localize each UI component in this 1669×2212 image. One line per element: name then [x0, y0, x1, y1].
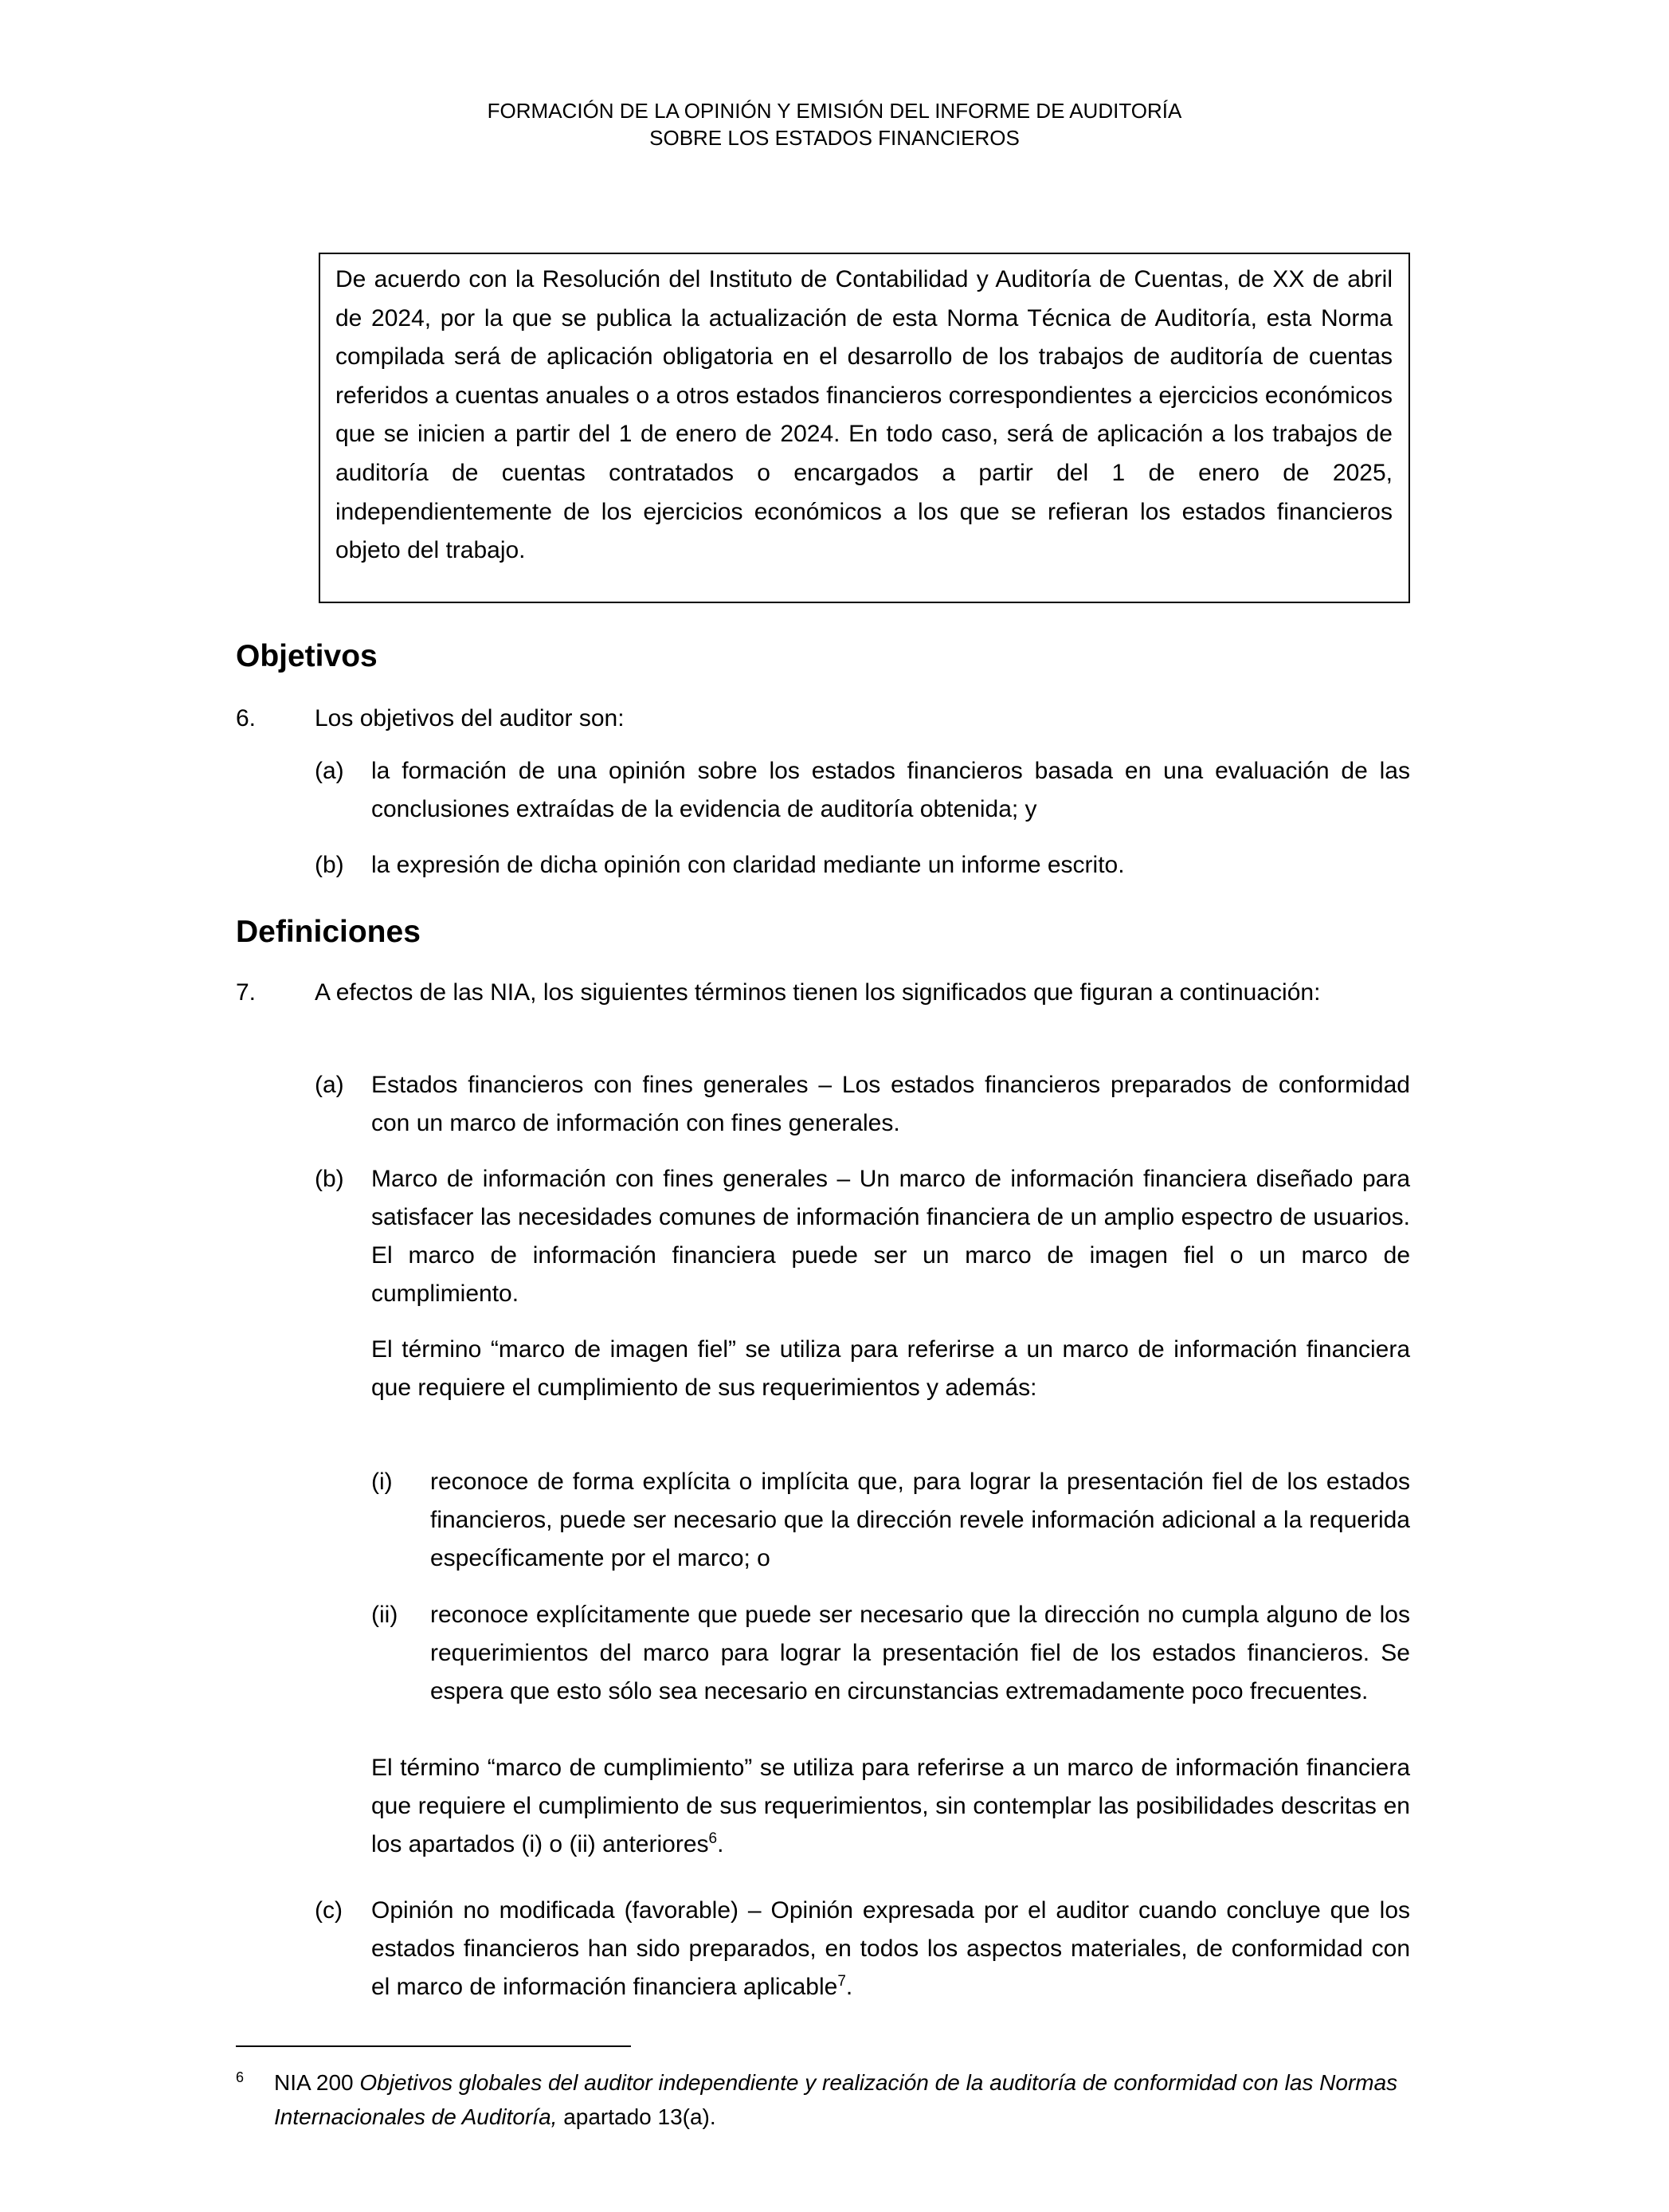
footnote-lead: NIA 200 — [274, 2070, 360, 2095]
subitem-text: reconoce de forma explícita o implícita que, para lograr la presentación fiel de los estados financieros, puede ser necesario que la dirección revele información adicional a la requerida específicamente por el marco; o — [430, 1469, 1410, 1571]
footnote-tail: apartado 13(a). — [557, 2104, 716, 2129]
section-heading-definiciones: Definiciones — [236, 915, 421, 949]
sentence-end: . — [717, 1831, 724, 1857]
definition-text: Estados financieros con fines generales – Los estados financieros preparados de conformidad con un marco de información con fines generales. — [371, 1072, 1410, 1136]
item-label: (c) — [315, 1897, 343, 1924]
item-label: (a) — [315, 758, 344, 784]
notice-text: De acuerdo con la Resolución del Instituto de Contabilidad y Auditoría de Cuentas, de XX de abril de 2024, por la que se publica la actualización de esta Norma Técnica de Auditoría, esta Norma compilada será de aplicación obligatoria en el desarrollo de los trabajos de auditoría de cuentas referidos a cuentas anuales o a otros estados financieros correspondientes a ejercicios económicos que se inicien a partir del 1 de enero de 2024. En todo caso, será de aplicación a los trabajos de auditoría de cuentas contratados o encargados a partir del 1 de enero de 2025, independientemente de los ejercicios económicos a los que se refieran los estados financieros objeto del trabajo. — [335, 266, 1393, 564]
header-line-1: FORMACIÓN DE LA OPINIÓN Y EMISIÓN DEL INFORME DE AUDITORÍA — [487, 99, 1182, 123]
subitem-text: reconoce explícitamente que puede ser necesario que la dirección no cumpla alguno de los requerimientos del marco para lograr la presentación fiel de los estados financieros. Se espera que esto sólo sea necesario en circunstancias extremadamente poco frecuentes. — [430, 1602, 1410, 1704]
footnote-reference: 7 — [837, 1973, 846, 1990]
item-label: (a) — [315, 1072, 344, 1098]
footnote-text — [274, 2065, 1410, 2134]
definition-note-text: El término “marco de cumplimiento” se utiliza para referirse a un marco de información financiera que requiere el cumplimiento de sus requerimientos, sin contemplar las posibilidades descritas en los apartados (i) o (ii) anteriores — [371, 1755, 1410, 1857]
paragraph-text: Los objetivos del auditor son: — [315, 705, 625, 731]
header-line-2: SOBRE LOS ESTADOS FINANCIEROS — [649, 126, 1020, 150]
definition-note: El término “marco de imagen fiel” se utiliza para referirse a un marco de información financiera que requiere el cumplimiento de sus requerimientos y además: — [371, 1336, 1410, 1401]
paragraph-number: 7. — [236, 979, 257, 1006]
item-text: la expresión de dicha opinión con claridad mediante un informe escrito. — [371, 852, 1125, 878]
footnote-title: Objetivos globales del auditor independiente y realización de la auditoría de conformidad con las Normas Internacionales de Auditoría, — [274, 2070, 1398, 2129]
footnote-reference: 6 — [708, 1830, 718, 1847]
definition-note — [371, 1749, 1410, 1864]
subitem-label: (i) — [371, 1469, 393, 1495]
sentence-end: . — [845, 1974, 853, 2000]
subitem-label: (ii) — [371, 1602, 398, 1628]
paragraph-text: A efectos de las NIA, los siguientes términos tienen los significados que figuran a continuación: — [315, 979, 1321, 1006]
section-heading-objetivos: Objetivos — [236, 639, 378, 673]
applicability-notice-box — [319, 253, 1410, 603]
footnote-divider — [236, 2045, 631, 2047]
definition-text: Marco de información con fines generales – Un marco de información financiera diseñado para satisfacer las necesidades comunes de información financiera de un amplio espectro de usuarios. El marco de información financiera puede ser un marco de imagen fiel o un marco de cumplimiento. — [371, 1166, 1410, 1307]
definition-text — [371, 1892, 1410, 2006]
item-label: (b) — [315, 1166, 344, 1192]
item-label: (b) — [315, 852, 344, 878]
paragraph-number: 6. — [236, 705, 257, 731]
running-header — [0, 97, 1669, 151]
footnote-marker: 6 — [236, 2069, 245, 2085]
definition-body: Opinión no modificada (favorable) – Opinión expresada por el auditor cuando concluye que los estados financieros han sido preparados, en todos los aspectos materiales, de conformidad con el marco de información financiera aplicable — [371, 1897, 1410, 2000]
item-text: la formación de una opinión sobre los estados financieros basada en una evaluación de las conclusiones extraídas de la evidencia de auditoría obtenida; y — [371, 758, 1410, 822]
